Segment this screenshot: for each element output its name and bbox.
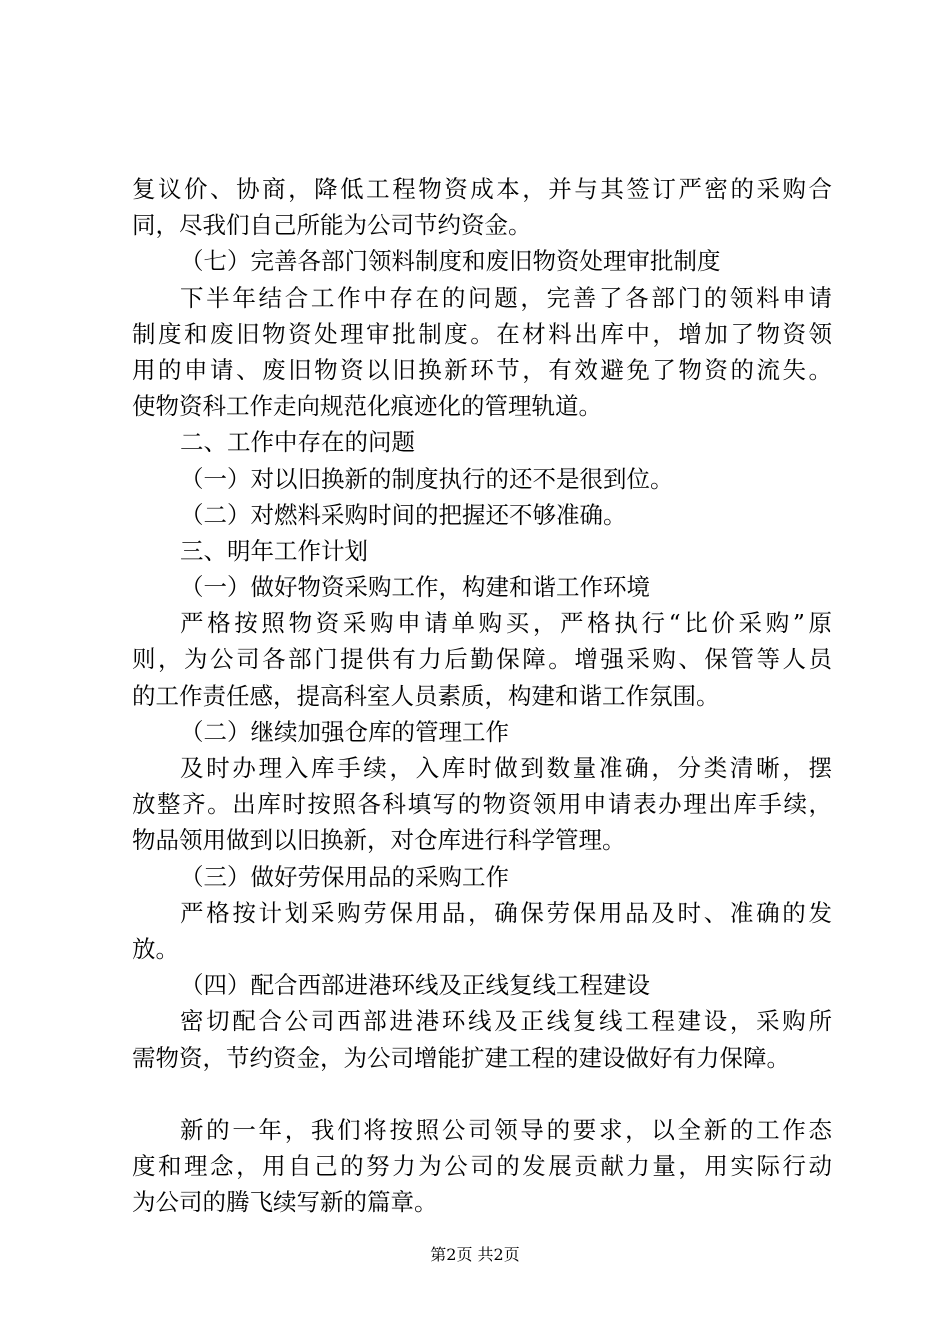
text-line: 密切配合公司西部进港环线及正线复线工程建设，采购所 (180, 1007, 832, 1036)
section-heading: （七）完善各部门领料制度和废旧物资处理审批制度 (180, 247, 721, 276)
text-line: （二）对燃料采购时间的把握还不够准确。 (180, 500, 627, 529)
text-line: 物品领用做到以旧换新，对仓库进行科学管理。 (132, 826, 626, 855)
section-heading: （一）做好物资采购工作，构建和谐工作环境 (180, 573, 650, 602)
text-line: 下半年结合工作中存在的问题，完善了各部门的领料申请 (180, 283, 832, 312)
text-line: 放整齐。出库时按照各科填写的物资领用申请表办理出库手续， (132, 790, 832, 819)
text-line: 严格按计划采购劳保用品，确保劳保用品及时、准确的发 (180, 898, 832, 927)
section-heading: 三、明年工作计划 (180, 536, 368, 565)
text-line: 新的一年，我们将按照公司领导的要求，以全新的工作态 (180, 1115, 832, 1144)
text-line: 为公司的腾飞续写新的篇章。 (132, 1188, 438, 1217)
text-line: 制度和废旧物资处理审批制度。在材料出库中，增加了物资领 (132, 319, 832, 348)
text-line: 度和理念，用自己的努力为公司的发展贡献力量，用实际行动 (132, 1152, 832, 1181)
paragraph-spacer (132, 1076, 832, 1112)
section-heading: （二）继续加强仓库的管理工作 (180, 717, 509, 746)
text-line: 的工作责任感，提高科室人员素质，构建和谐工作氛围。 (132, 681, 720, 710)
document-body (132, 171, 832, 1220)
text-line: 用的申请、废旧物资以旧换新环节，有效避免了物资的流失。 (132, 355, 832, 384)
text-line: 同，尽我们自己所能为公司节约资金。 (132, 211, 532, 240)
text-line: 放。 (132, 934, 179, 963)
text-line: 复议价、协商，降低工程物资成本，并与其签订严密的采购合 (132, 175, 832, 203)
section-heading: （三）做好劳保用品的采购工作 (180, 862, 509, 891)
section-heading: 二、工作中存在的问题 (180, 428, 415, 457)
page-footer: 第2页 共2页 (430, 1245, 520, 1264)
section-heading: （四）配合西部进港环线及正线复线工程建设 (180, 971, 650, 1000)
text-line: 及时办理入库手续，入库时做到数量准确，分类清晰，摆 (180, 754, 832, 782)
text-line: 需物资，节约资金，为公司增能扩建工程的建设做好有力保障。 (132, 1043, 790, 1072)
text-line: 则，为公司各部门提供有力后勤保障。增强采购、保管等人员 (132, 645, 832, 674)
text-line: 使物资科工作走向规范化痕迹化的管理轨道。 (132, 392, 602, 421)
text-line: 严格按照物资采购申请单购买，严格执行“比价采购”原 (180, 609, 832, 638)
text-line: （一）对以旧换新的制度执行的还不是很到位。 (180, 464, 674, 493)
